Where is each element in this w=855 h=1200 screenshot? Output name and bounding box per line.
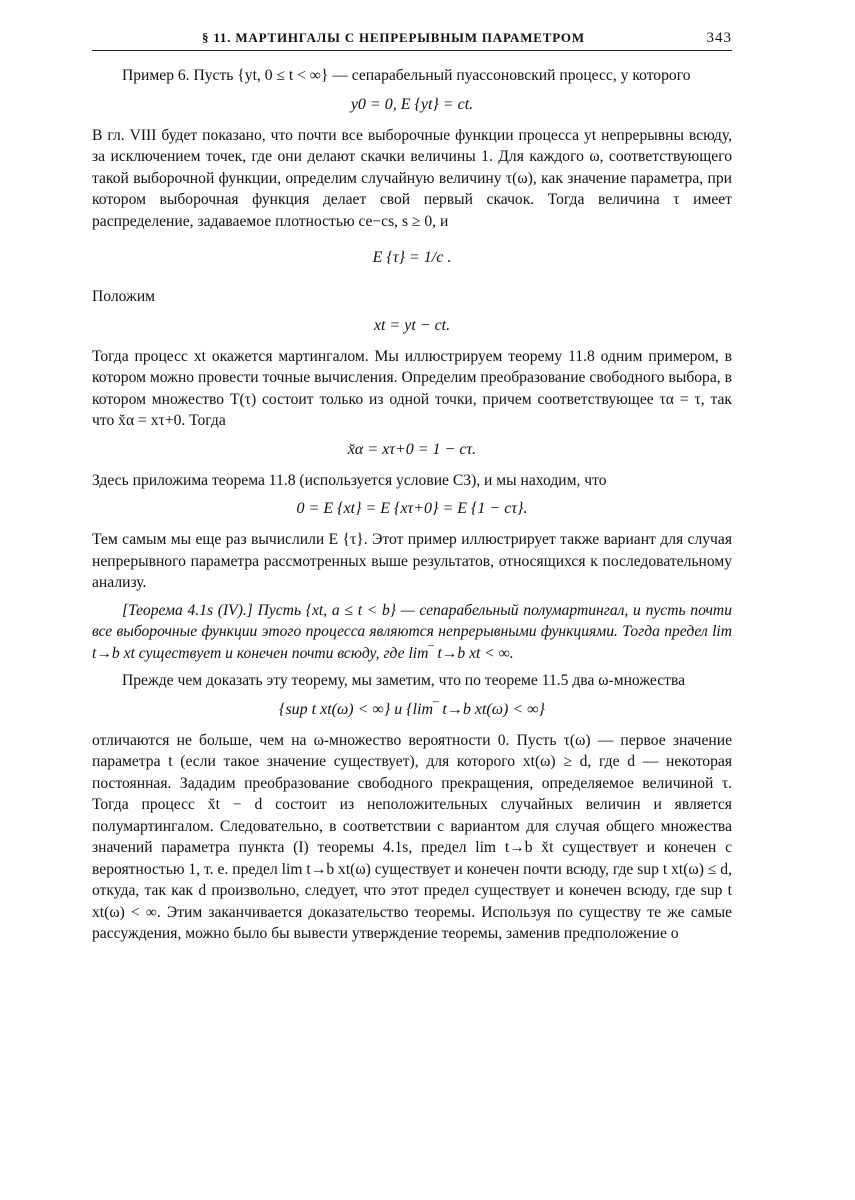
page-number: 343 [706, 30, 732, 46]
paragraph-martingale: Тогда процесс xt окажется мартингалом. Мы иллюстрируем теорему 11.8 одним примером, в котором можно провести точные вычисления. Определим преобразование свободного выбора, в котором множество T(τ) состоит только из одной точки, причем соответствующее τα = τ, так что x̆α = xτ+0. Тогда [92, 347, 732, 429]
paragraph-proof: отличаются не больше, чем на ω-множество вероятности 0. Пусть τ(ω) — первое значение параметра t (если такое значение существует), для которого xt(ω) ≥ d, где d — некоторая постоянная. Зададим преобразование свободного прекращения, определяемое величиной τ. Тогда процесс x̆t − d состоит из неположительных случайных величин и является полумартингалом. Следовательно, в соответствии с вариантом для случая общего множества значений параметра пункта (I) теоремы 4.1s, предел lim t→b x̆t существует и конечен с вероятностью 1, т. е. предел lim t→b xt(ω) существует и конечен почти всюду, где sup t xt(ω) ≤ d, откуда, так как d произвольно, следует, что этот предел существует и конечен всюду, где sup t xt(ω) < ∞. Этим заканчивается доказательство теоремы. Используя по существу те же самые рассуждения, можно было бы вывести утверждение теоремы, заменив предположение о [92, 731, 732, 942]
paragraph-jumps: В гл. VIII будет показано, что почти все выборочные функции процесса yt непрерывны всюду, за исключением точек, где они делают скачки величины 1. Для каждого ω, соответствующего такой выборочной функции, определим случайную величину τ(ω), как значение параметра, при котором выборочная функция делает свой первый скачок. Тогда величина τ имеет распределение, задаваемое плотностью ce−cs, s ≥ 0, и [92, 126, 732, 230]
paragraph-theorem-4-1s: [Теорема 4.1s (IV).] Пусть {xt, a ≤ t < b} — сепарабельный полумартингал, и пусть почти все выборочные функции этого процесса являются непрерывными функциями. Тогда предел lim t→b xt существует и конечен почти всюду, где lim‾ t→b xt < ∞. [92, 601, 732, 662]
formula-optional-sampling: x̆α = xτ+0 = 1 − cτ. [347, 440, 477, 458]
formula-expectation-chain: 0 = E {xt} = E {xτ+0} = E {1 − cτ}. [296, 500, 528, 517]
formula-initial-conditions: y0 = 0, E {yt} = ct. [350, 95, 474, 113]
paragraph-proof-intro: Прежде чем доказать эту теорему, мы заметим, что по теореме 11.5 два ω-множества [122, 672, 686, 689]
paragraph-let: Положим [92, 288, 156, 305]
paragraph-example-6: Пример 6. Пусть {yt, 0 ≤ t < ∞} — сепарабельный пуассоновский процесс, у которого [122, 67, 691, 84]
formula-omega-sets: {sup t xt(ω) < ∞} и {lim‾ t→b xt(ω) < ∞} [279, 700, 545, 718]
formula-expectation-tau: E {τ} = 1/c . [372, 249, 452, 266]
paragraph-theorem-applies: Здесь приложима теорема 11.8 (используется условие C3), и мы находим, что [92, 471, 607, 489]
section-title: § 11. МАРТИНГАЛЫ С НЕПРЕРЫВНЫМ ПАРАМЕТРОМ [202, 30, 585, 45]
paragraph-sequential-analysis: Тем самым мы еще раз вычислили E {τ}. Этот пример иллюстрирует также вариант для случая непрерывного параметра рассмотренных выше результатов, относящихся к последовательному анализу. [92, 531, 732, 591]
running-header [92, 30, 732, 51]
page [92, 30, 732, 945]
formula-martingale-def: xt = yt − ct. [373, 316, 451, 334]
